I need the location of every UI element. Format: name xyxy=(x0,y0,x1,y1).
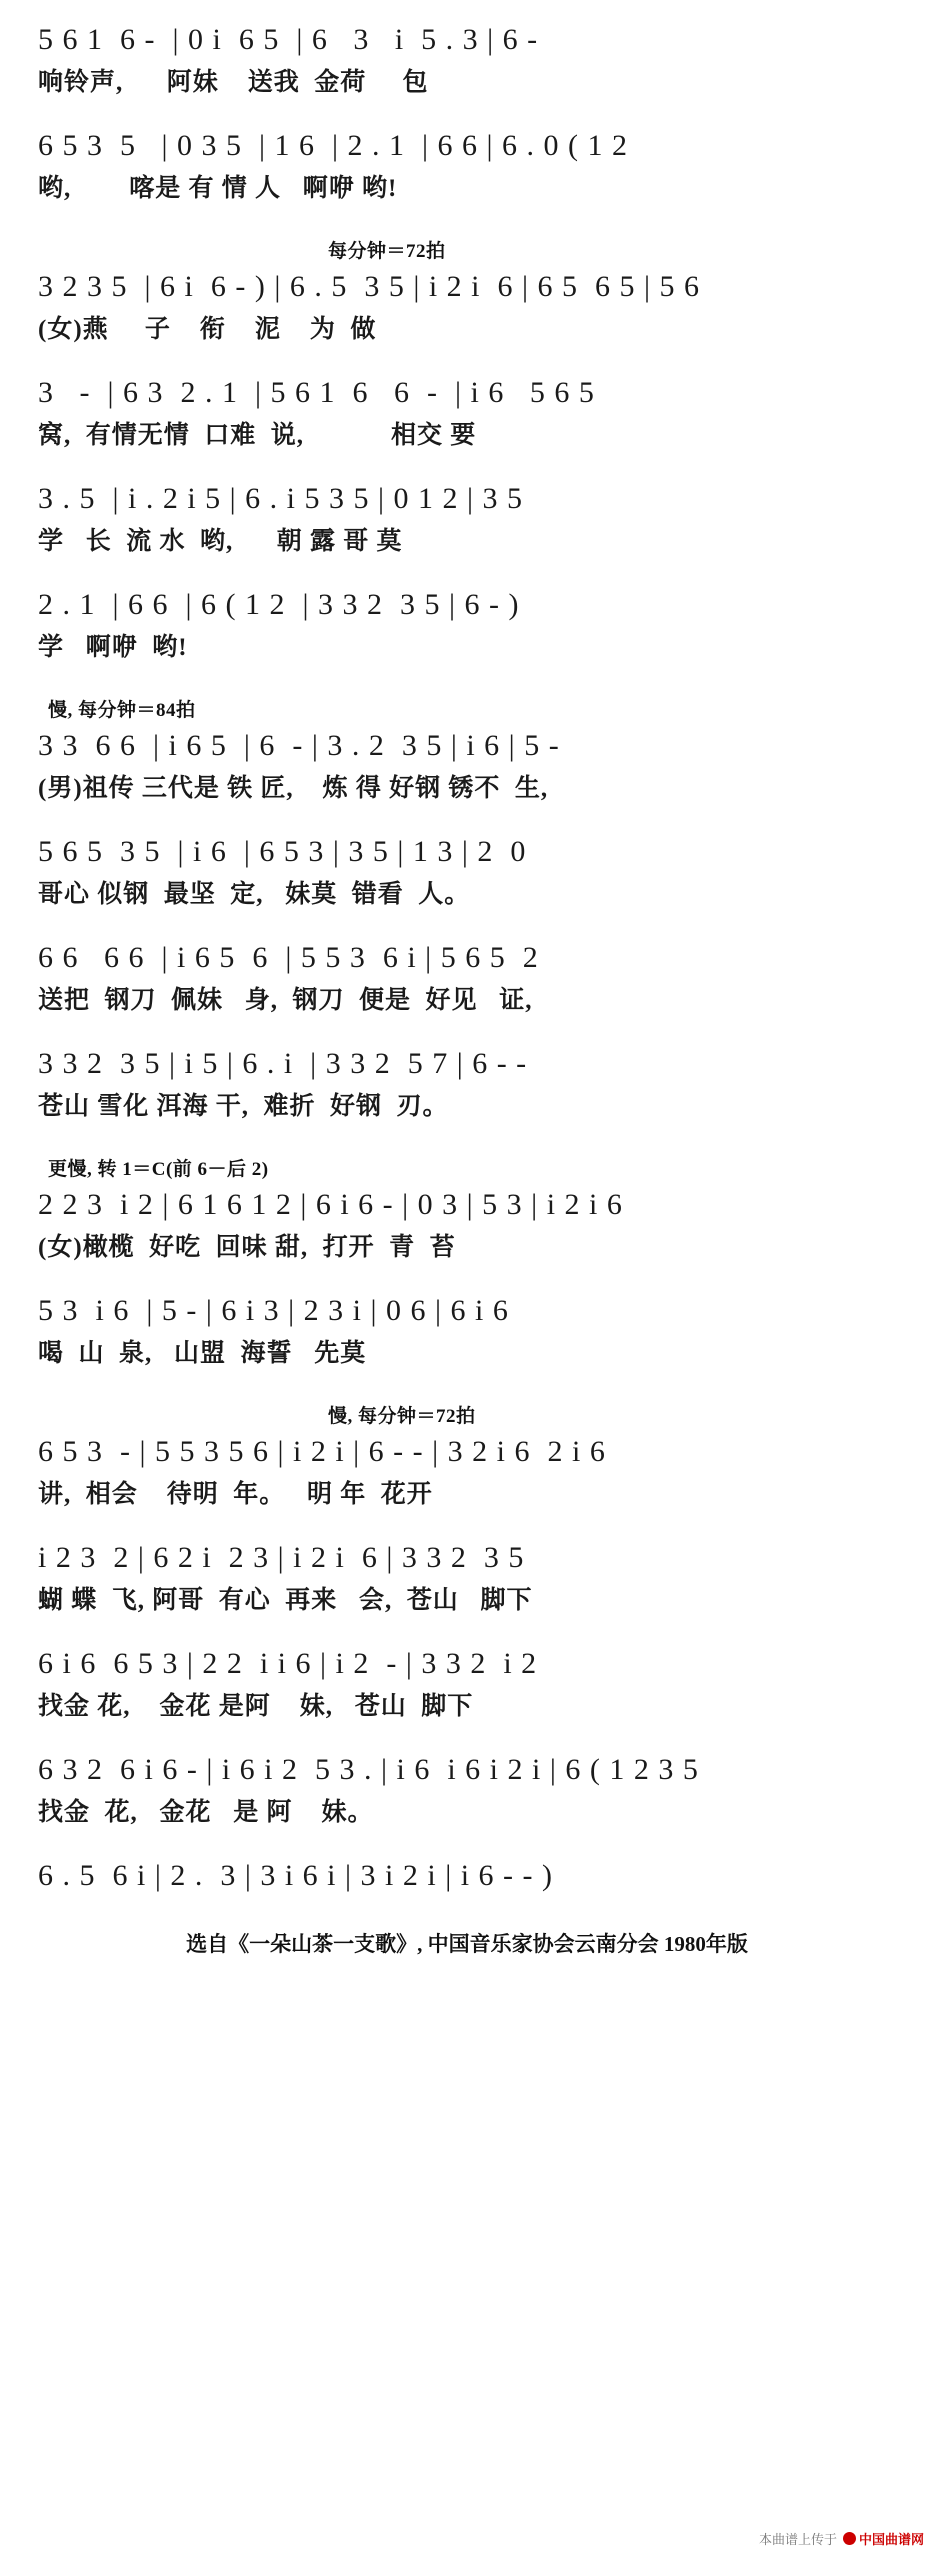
lyrics-line: 讲, 相会 待明 年。 明 年 花开 xyxy=(38,1481,433,1508)
notation-line: 6 i 6 6 5 3 | 2 2 i i 6 | i 2 - | 3 3 2 i 2 xyxy=(38,1647,538,1680)
lyrics-line: 喝 山 泉, 山盟 海誓 先莫 xyxy=(38,1340,367,1367)
lyrics-line: 哥心 似钢 最坚 定, 妹莫 错看 人。 xyxy=(38,881,471,908)
notation-line: 3 3 6 6 | i 6 5 | 6 - | 3 . 2 3 5 | i 6 | 5 - xyxy=(38,729,560,762)
system-14 xyxy=(28,1536,906,1622)
source-credit: 选自《一朵山茶一支歌》, 中国音乐家协会云南分会 1980年版 xyxy=(186,1932,748,1956)
tempo-marking: 慢, 每分钟＝84拍 xyxy=(48,700,196,721)
system-6 xyxy=(28,583,906,669)
lyrics-line: 找金 花, 金花 是阿 妹, 苍山 脚下 xyxy=(38,1693,474,1720)
system-13 xyxy=(28,1401,906,1516)
system-12 xyxy=(28,1289,906,1375)
system-17 xyxy=(28,1854,906,1902)
notation-line: 6 . 5 6 i | 2 . 3 | 3 i 6 i | 3 i 2 i | i 6 - - ) xyxy=(38,1859,554,1892)
system-3 xyxy=(28,236,906,351)
system-gap xyxy=(28,918,906,936)
system-gap xyxy=(28,459,906,477)
notation-line: i 2 3 2 | 6 2 i 2 3 | i 2 i 6 | 3 3 2 3 5 xyxy=(38,1541,525,1574)
system-gap xyxy=(28,812,906,830)
tempo-marking: 慢, 每分钟＝72拍 xyxy=(328,1406,476,1427)
lyrics-line: (女)橄榄 好吃 回味 甜, 打开 青 苔 xyxy=(38,1234,456,1261)
tempo-marking: 每分钟＝72拍 xyxy=(328,241,446,262)
notation-line: 5 6 1 6 - | 0 i 6 5 | 6 3 i 5 . 3 | 6 - xyxy=(38,23,539,56)
system-gap xyxy=(28,1836,906,1854)
site-watermark xyxy=(759,2529,924,2548)
system-2 xyxy=(28,124,906,210)
notation-line: 2 . 1 | 6 6 | 6 ( 1 2 | 3 3 2 3 5 | 6 - ) xyxy=(38,588,520,621)
lyrics-line: 学 长 流 水 哟, 朝 露 哥 莫 xyxy=(38,528,403,555)
notation-line: 3 - | 6 3 2 . 1 | 5 6 1 6 6 - | i 6 5 6 5 xyxy=(38,376,595,409)
system-gap xyxy=(28,1271,906,1289)
system-gap xyxy=(28,1730,906,1748)
system-4 xyxy=(28,371,906,457)
system-gap xyxy=(28,353,906,371)
system-7 xyxy=(28,695,906,810)
system-gap xyxy=(28,1624,906,1642)
system-15 xyxy=(28,1642,906,1728)
notation-line: 6 5 3 - | 5 5 3 5 6 | i 2 i | 6 - - | 3 2 i 6 2 i 6 xyxy=(38,1435,606,1468)
lyrics-line: (女)燕 子 衔 泥 为 做 xyxy=(38,316,377,343)
notation-line: 3 3 2 3 5 | i 5 | 6 . i | 3 3 2 5 7 | 6 - - xyxy=(38,1047,528,1080)
notation-line: 5 3 i 6 | 5 - | 6 i 3 | 2 3 i | 0 6 | 6 i 6 xyxy=(38,1294,509,1327)
notation-line: 6 6 6 6 | i 6 5 6 | 5 5 3 6 i | 5 6 5 2 xyxy=(38,941,539,974)
notation-line: 6 5 3 5 | 0 3 5 | 1 6 | 2 . 1 | 6 6 | 6 . 0 ( 1 2 xyxy=(38,129,629,162)
lyrics-line: 找金 花, 金花 是 阿 妹。 xyxy=(38,1799,374,1826)
lyrics-line: 送把 钢刀 佩妹 身, 钢刀 便是 好见 证, xyxy=(38,987,533,1014)
system-9 xyxy=(28,936,906,1022)
watermark-credit: 本曲谱上传于 xyxy=(758,2532,837,2547)
site-brand xyxy=(843,2529,924,2548)
system-11 xyxy=(28,1154,906,1269)
lyrics-line: (男)祖传 三代是 铁 匠, 炼 得 好钢 锈不 生, xyxy=(38,775,549,802)
lyrics-line: 苍山 雪化 洱海 干, 难折 好钢 刃。 xyxy=(38,1093,449,1120)
system-8 xyxy=(28,830,906,916)
system-16 xyxy=(28,1748,906,1834)
lyrics-line: 蝴 蝶 飞, 阿哥 有心 再来 会, 苍山 脚下 xyxy=(38,1587,533,1614)
system-gap xyxy=(28,1024,906,1042)
system-10 xyxy=(28,1042,906,1128)
tempo-marking: 更慢, 转 1＝C(前 6－后 2) xyxy=(48,1159,269,1180)
lyrics-line: 窝, 有情无情 口难 说, 相交 要 xyxy=(38,422,477,449)
system-gap xyxy=(28,1377,906,1395)
notation-line: 3 2 3 5 | 6 i 6 - ) | 6 . 5 3 5 | i 2 i 6 | 6 5 6 5 | 5 6 xyxy=(38,270,701,303)
logo-icon xyxy=(843,2532,856,2545)
notation-line: 3 . 5 | i . 2 i 5 | 6 . i 5 3 5 | 0 1 2 | 3 5 xyxy=(38,482,524,515)
site-brand-label: 中国曲谱网 xyxy=(858,2532,924,2547)
system-gap xyxy=(28,671,906,689)
lyrics-line: 学 啊咿 哟! xyxy=(38,634,188,661)
system-gap xyxy=(28,212,906,230)
system-gap xyxy=(28,106,906,124)
lyrics-line: 响铃声, 阿妹 送我 金荷 包 xyxy=(38,69,429,96)
system-1 xyxy=(28,18,906,104)
system-5 xyxy=(28,477,906,563)
system-gap xyxy=(28,1518,906,1536)
system-gap xyxy=(28,1130,906,1148)
system-gap xyxy=(28,565,906,583)
notation-line: 5 6 5 3 5 | i 6 | 6 5 3 | 3 5 | 1 3 | 2 0 xyxy=(38,835,527,868)
notation-line: 2 2 3 i 2 | 6 1 6 1 2 | 6 i 6 - | 0 3 | 5 3 | i 2 i 6 xyxy=(38,1188,623,1221)
notation-line: 6 3 2 6 i 6 - | i 6 i 2 5 3 . | i 6 i 6 i 2 i | 6 ( 1 2 3 5 xyxy=(38,1753,699,1786)
lyrics-line: 哟, 喀是 有 情 人 啊咿 哟! xyxy=(38,175,398,202)
